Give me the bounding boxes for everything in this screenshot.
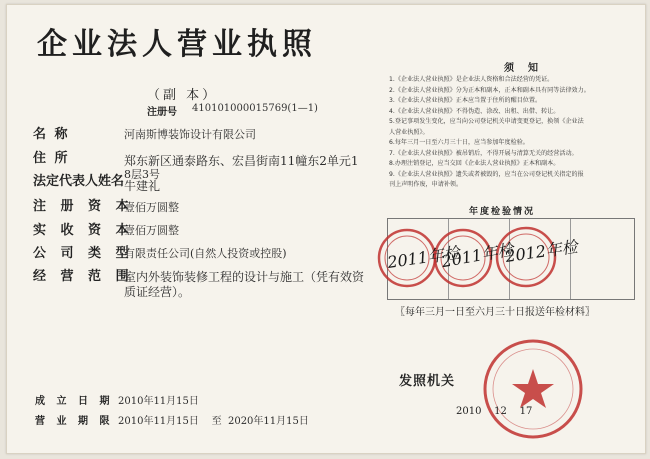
annual-inspection-title: 年度检验情况 [469,207,536,217]
note-item: 7.《企业法人营业执照》被吊销后，不得开展与清算无关的经营活动。 [389,149,578,157]
annual-signature: 2011年检 [440,239,516,272]
annual-signature: 2012年检 [504,237,579,266]
note-item: 5.登记事项发生变化，应当向公司登记机关申请变更登记，换领《企业法 [389,118,584,125]
license-title: 企业法人营业执照 [37,27,317,62]
field-label-paid-in-capital: 实 收 资 本 [33,223,134,238]
field-value-company-type: 有限责任公司(自然人投资或控股) [124,247,287,260]
date-label-established: 成 立 日 期 [35,396,114,407]
note-item: 2.《企业法人营业执照》分为正本和副本，正本和副本具有同等法律效力。 [389,86,590,94]
note-item: 9.《企业法人营业执照》遗失或者被毁的，应当在公司登记机关指定的报 [389,170,584,178]
field-value-business-scope: 室内外装饰装修工程的设计与施工（凭有效资 [124,270,365,284]
field-label-name: 名 称 [33,127,70,142]
notes-title: 须知 [504,63,552,74]
note-item: 1.《企业法人营业执照》是企业法人资格和合法经营的凭证。 [389,76,554,83]
date-label-term: 营 业 期 限 [35,416,114,427]
issue-date: 2010 12 17 [456,406,533,417]
field-label-business-scope: 经 营 范 围 [33,269,134,284]
field-label-legal-rep: 法定代表人姓名 [33,174,125,189]
note-item: 3.《企业法人营业执照》正本应当置于住所的醒目位置。 [389,97,542,104]
registration-number: 410101000015769(1—1) [192,103,318,114]
notes-list [389,75,639,191]
note-item: 人营业执照》。 [389,128,429,136]
annual-inspection-note: 〖每年三月一日至六月三十日报送年检材料〗 [395,307,595,318]
issuing-authority-label: 发照机关 [399,374,456,389]
copy-label: （副 本） [147,88,219,103]
date-value-established: 2010年11月15日 [118,396,199,407]
registration-number-label: 注册号 [147,107,177,118]
field-value-registered-capital: 壹佰万圆整 [124,201,179,214]
annual-signature: 2011年检 [386,243,461,272]
official-seal [481,337,585,441]
field-label-registered-capital: 注 册 资 本 [33,199,134,214]
field-value-legal-rep: 牛建礼 [124,179,161,193]
note-item: 刊上声明作废，申请补领。 [389,181,463,188]
field-label-company-type: 公 司 类 型 [33,246,134,261]
note-item: 8.办理注销登记，应当交回《企业法人营业执照》正本和副本。 [389,160,560,167]
field-label-address: 住 所 [33,151,70,166]
field-value-address: 郑东新区通泰路东、宏昌街南11幢东2单元1 [124,154,359,168]
note-item: 4.《企业法人营业执照》不得伪造、涂改、出租、出借、转让。 [389,107,560,115]
business-license-sheet [6,4,646,454]
field-value-paid-in-capital: 壹佰万圆整 [124,224,179,237]
date-value-term: 2010年11月15日 至 2020年11月15日 [118,416,309,427]
note-item: 6.每年三月一日至六月三十日，应当参加年度检验。 [389,139,529,146]
field-value-business-scope-line2: 质证经营）。 [124,285,191,299]
field-value-name: 河南斯博装饰设计有限公司 [124,128,256,141]
field-value-address-line2: 8层3号 [124,168,160,181]
